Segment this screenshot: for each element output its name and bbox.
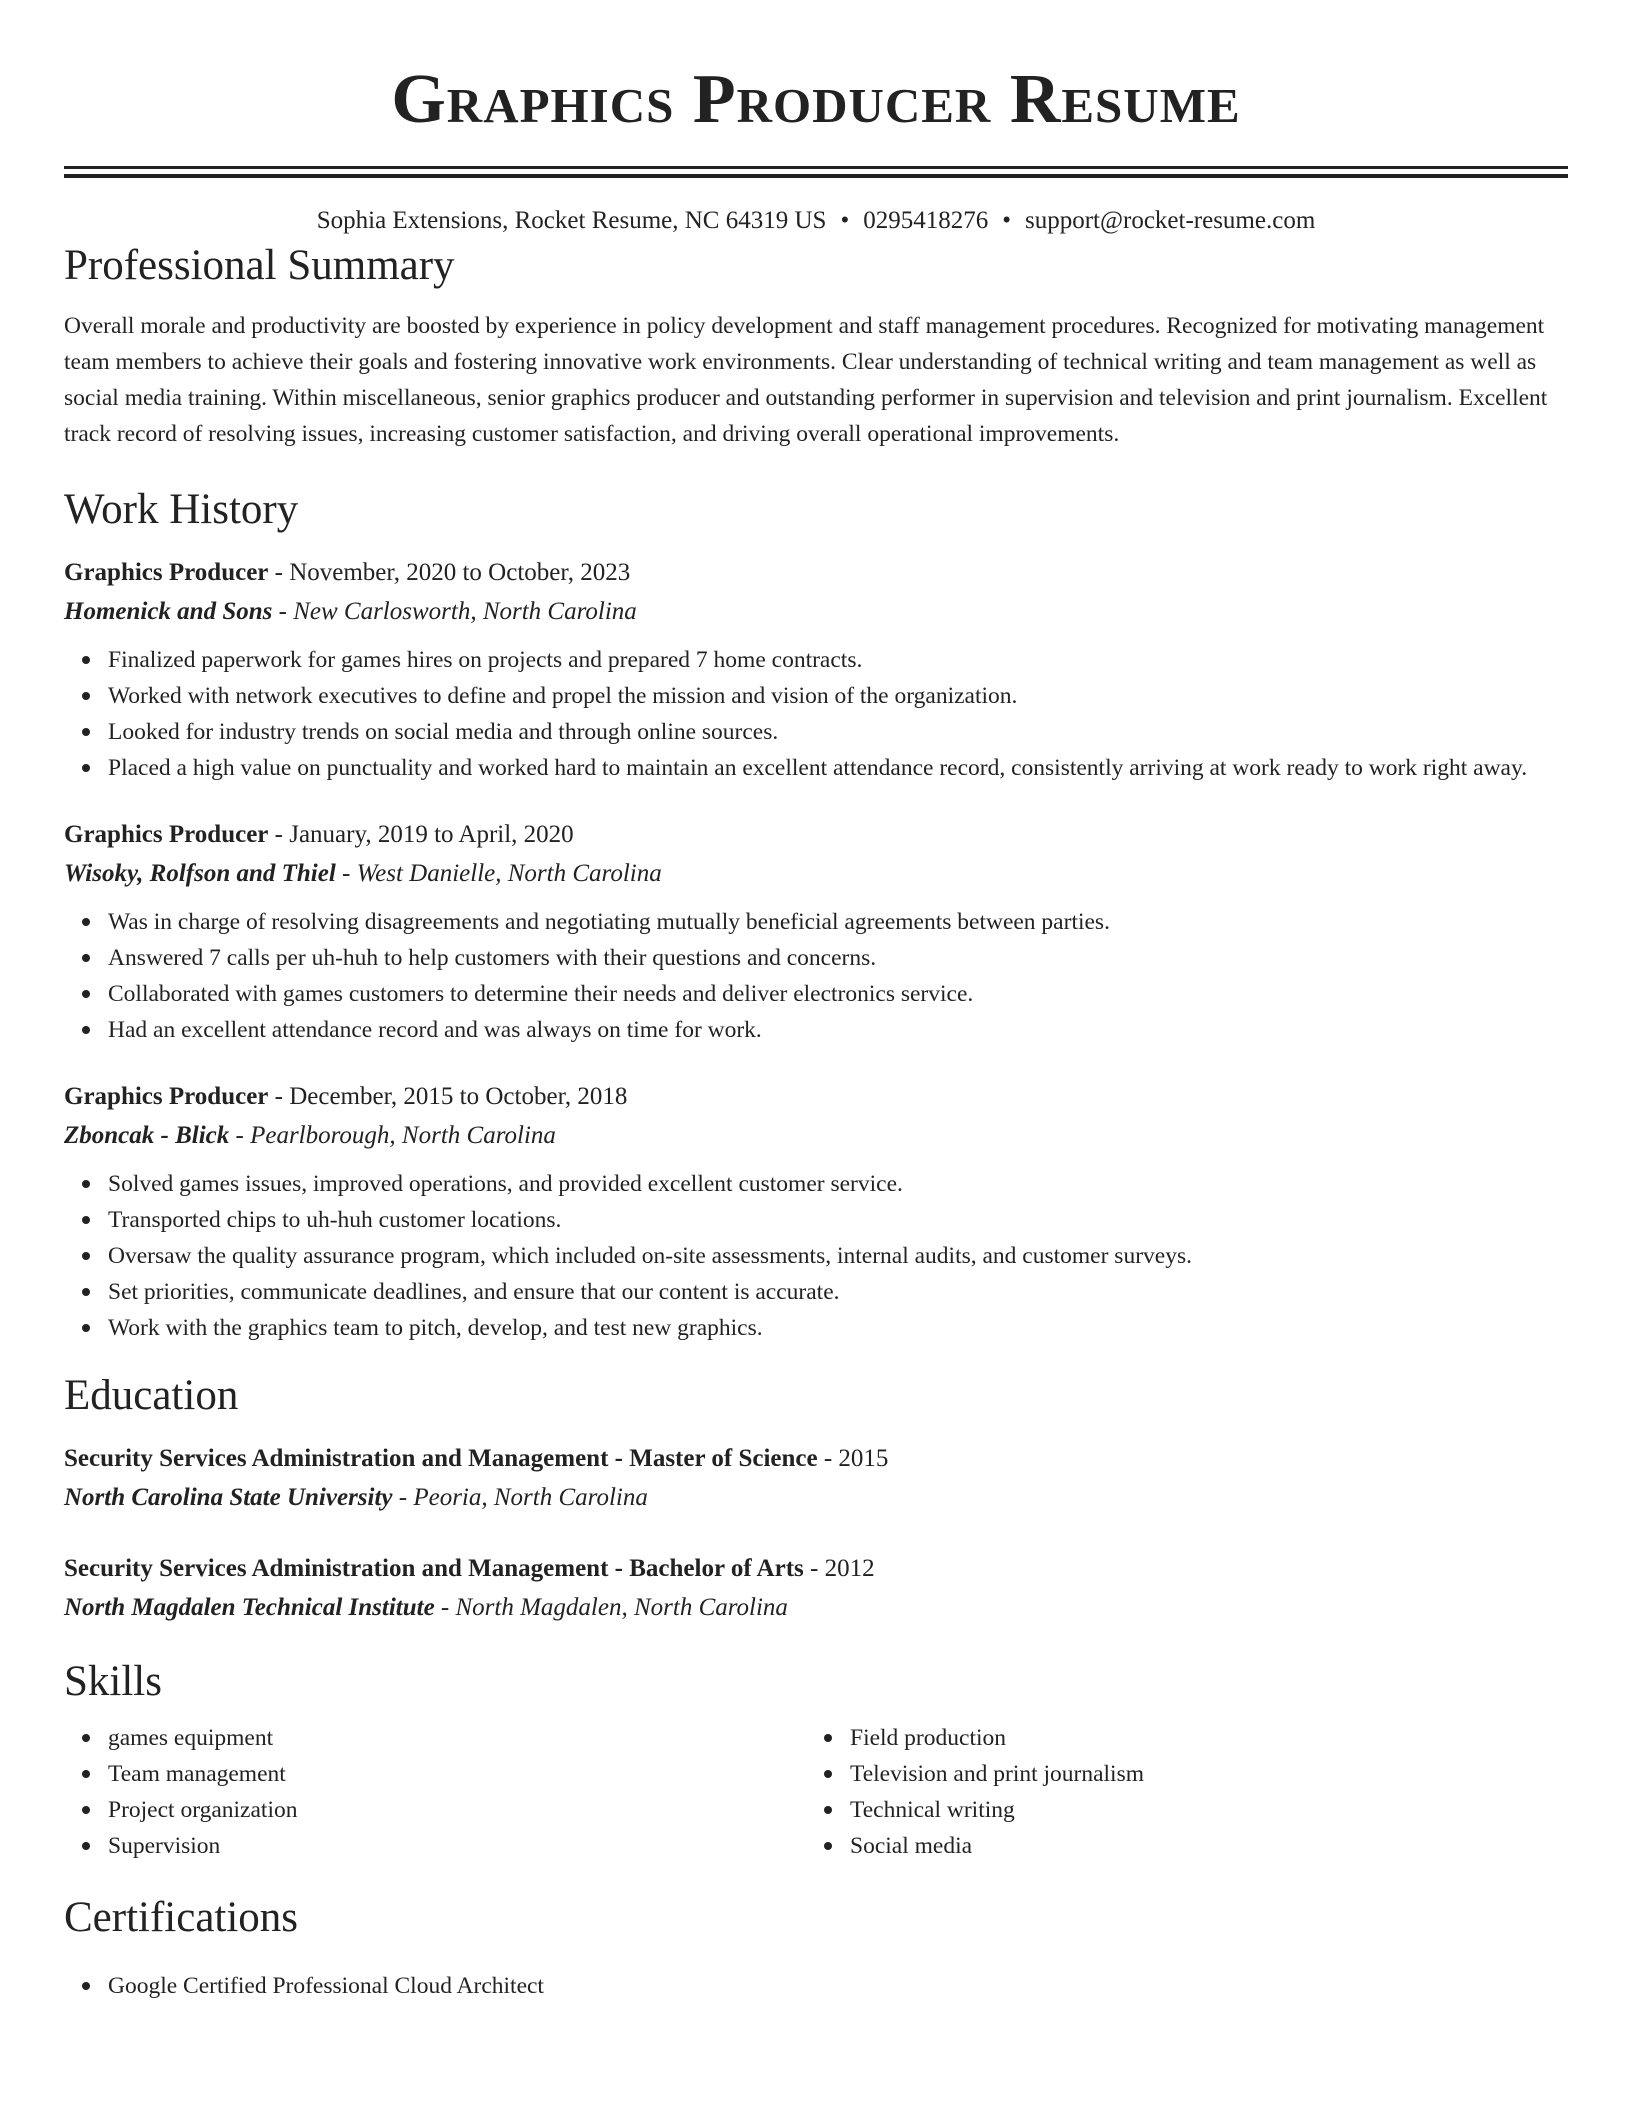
job-duties [64,1166,1568,1346]
job-entry [64,1078,1568,1346]
job-dates: - January, 2019 to April, 2020 [268,821,574,848]
list-item: Oversaw the quality assurance program, which included on-site assessments, internal audits, and customer surveys. [108,1238,1568,1274]
job-entry [64,554,1568,786]
job-header [64,816,1568,854]
education-location: - North Magdalen, North Carolina [434,1594,788,1621]
skills-heading: Skills [64,1658,162,1705]
education-school-line [64,1588,1568,1628]
list-item: Field production [850,1720,1548,1756]
education-degree-line [64,1550,1568,1588]
job-company-line [64,854,1568,894]
education-school: North Carolina State University [64,1484,393,1511]
job-title: Graphics Producer [64,1083,269,1110]
job-dates: - November, 2020 to October, 2023 [268,559,631,586]
list-item: Collaborated with games customers to determine their needs and deliver electronics service. [108,976,1568,1012]
list-item: Television and print journalism [850,1756,1548,1792]
job-title: Graphics Producer [64,559,269,586]
list-item: Technical writing [850,1792,1548,1828]
list-item: games equipment [108,1720,806,1756]
list-item: Google Certified Professional Cloud Architect [108,1968,1568,2004]
title-double-rule [64,166,1568,178]
job-location: - New Carlosworth, North Carolina [272,598,637,625]
job-company-line [64,1116,1568,1156]
contact-separator: • [1002,207,1011,234]
education-degree: Security Services Administration and Management - Bachelor of Arts [64,1555,804,1582]
list-item: Supervision [108,1828,806,1864]
education-entry [64,1440,1568,1518]
list-item: Placed a high value on punctuality and worked hard to maintain an excellent attendance record, consistently arriving at work ready to work right away. [108,750,1568,786]
education-heading: Education [64,1372,239,1419]
job-entry [64,816,1568,1048]
education-year: - 2012 [803,1555,875,1582]
skills-column-left [64,1720,806,1864]
list-item: Was in charge of resolving disagreements and negotiating mutually beneficial agreements between parties. [108,904,1568,940]
skills-grid [64,1720,1568,1864]
summary-text: Overall morale and productivity are boosted by experience in policy development and staff management procedures. Recognized for motivating management team members to achieve their goals and fostering innovative work environments. Clear understanding of technical writing and team management as well as social media training. Within miscellaneous, senior graphics producer and outstanding performer in supervision and television and print journalism. Excellent track record of resolving issues, increasing customer satisfaction, and driving overall operational improvements. [64,313,1548,447]
certifications-heading: Certifications [64,1894,299,1941]
job-location: - West Danielle, North Carolina [335,860,662,887]
job-location: - Pearlborough, North Carolina [229,1122,556,1149]
contact-line [64,204,1568,238]
contact-address: Sophia Extensions, Rocket Resume, NC 64319 US [316,207,827,234]
list-item: Answered 7 calls per uh-huh to help customers with their questions and concerns. [108,940,1568,976]
job-header [64,1078,1568,1116]
education-degree-line [64,1440,1568,1478]
list-item: Work with the graphics team to pitch, develop, and test new graphics. [108,1310,1568,1346]
contact-separator: • [840,207,850,234]
education-school-line [64,1478,1568,1518]
list-item: Transported chips to uh-huh customer locations. [108,1202,1568,1238]
list-item: Had an excellent attendance record and was always on time for work. [108,1012,1568,1048]
job-company: Homenick and Sons [64,598,273,625]
education-degree: Security Services Administration and Management - Master of Science [64,1445,818,1472]
education-school: North Magdalen Technical Institute [64,1594,435,1621]
certifications-list [64,1968,1568,2004]
job-duties [64,642,1568,786]
work-history-heading: Work History [64,486,299,533]
resume-title: Graphics Producer Resume [391,61,1241,138]
job-company: Zboncak - Blick [64,1122,230,1149]
education-year: - 2015 [817,1445,889,1472]
job-dates: - December, 2015 to October, 2018 [268,1083,628,1110]
contact-phone: 0295418276 [863,207,989,234]
list-item: Solved games issues, improved operations, and provided excellent customer service. [108,1166,1568,1202]
list-item: Project organization [108,1792,806,1828]
list-item: Finalized paperwork for games hires on projects and prepared 7 home contracts. [108,642,1568,678]
job-company: Wisoky, Rolfson and Thiel [64,860,336,887]
job-duties [64,904,1568,1048]
education-location: - Peoria, North Carolina [392,1484,648,1511]
contact-email[interactable]: support@rocket-resume.com [1024,207,1316,234]
list-item: Set priorities, communicate deadlines, and ensure that our content is accurate. [108,1274,1568,1310]
job-company-line [64,592,1568,632]
summary-heading: Professional Summary [64,242,455,289]
list-item: Team management [108,1756,806,1792]
list-item: Looked for industry trends on social media and through online sources. [108,714,1568,750]
job-header [64,554,1568,592]
list-item: Worked with network executives to define and propel the mission and vision of the organization. [108,678,1568,714]
job-title: Graphics Producer [64,821,269,848]
skills-column-right [806,1720,1548,1864]
list-item: Social media [850,1828,1548,1864]
education-entry [64,1550,1568,1628]
